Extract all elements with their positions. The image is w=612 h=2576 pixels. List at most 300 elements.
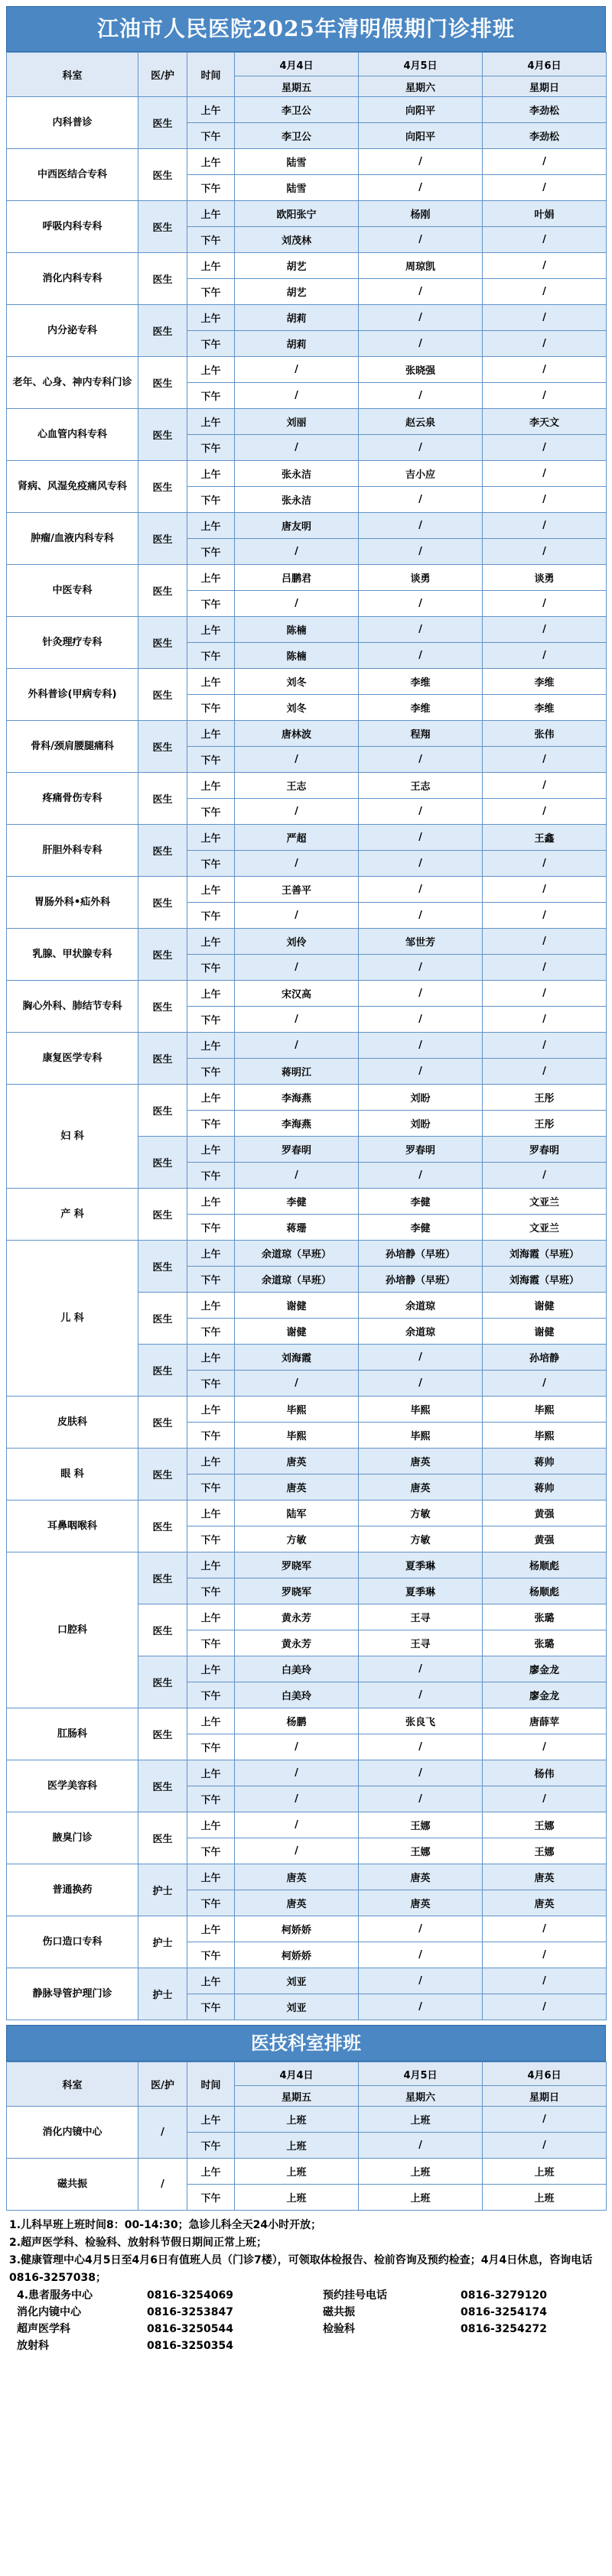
shift-cell-day2: 孙培静（早班） xyxy=(359,1267,483,1293)
role-cell: 医生 xyxy=(138,669,187,721)
shift-cell-day2: 邹世芳 xyxy=(359,929,483,955)
header-dept: 科室 xyxy=(7,2062,138,2107)
shift-cell-day3: / xyxy=(483,175,607,201)
shift-cell-day1: / xyxy=(235,1163,359,1189)
shift-cell-day3: 王鑫 xyxy=(483,825,607,851)
shift-cell-day1: 宋汉高 xyxy=(235,981,359,1007)
shift-cell-day1: 谢健 xyxy=(235,1319,359,1345)
schedule-row xyxy=(7,461,607,487)
time-cell: 下午 xyxy=(187,643,235,669)
note-2: 2.超声医学科、检验科、放射科节假日期间正常上班； xyxy=(9,2237,268,2249)
time-cell: 上午 xyxy=(187,1656,235,1682)
time-cell: 上午 xyxy=(187,1033,235,1059)
time-cell: 下午 xyxy=(187,1942,235,1968)
schedule-row xyxy=(7,877,607,903)
shift-cell-day3: 李劲松 xyxy=(483,97,607,123)
shift-cell-day2: / xyxy=(359,1033,483,1059)
shift-cell-day1: 上班 xyxy=(235,2159,359,2185)
shift-cell-day3: 孙培静 xyxy=(483,1345,607,1371)
shift-cell-day1: 柯娇娇 xyxy=(235,1916,359,1942)
shift-cell-day2: 张良飞 xyxy=(359,1708,483,1734)
schedule-row xyxy=(7,2107,607,2133)
shift-cell-day2: / xyxy=(359,1942,483,1968)
shift-cell-day3: 唐薛苹 xyxy=(483,1708,607,1734)
shift-cell-day1: 上班 xyxy=(235,2185,359,2211)
shift-cell-day3: / xyxy=(483,1371,607,1397)
shift-cell-day1: 陆军 xyxy=(235,1501,359,1526)
shift-cell-day1: / xyxy=(235,1760,359,1786)
shift-cell-day3: / xyxy=(483,1033,607,1059)
shift-cell-day1: 蒋珊 xyxy=(235,1215,359,1241)
shift-cell-day1: 刘茂林 xyxy=(235,227,359,253)
time-cell: 上午 xyxy=(187,825,235,851)
shift-cell-day1: 严超 xyxy=(235,825,359,851)
time-cell: 上午 xyxy=(187,1345,235,1371)
time-cell: 下午 xyxy=(187,175,235,201)
shift-cell-day2: / xyxy=(359,617,483,643)
dept-name: 口腔科 xyxy=(7,1552,138,1708)
shift-cell-day2: 李健 xyxy=(359,1215,483,1241)
time-cell: 下午 xyxy=(187,1734,235,1760)
header-date-3: 4月6日 xyxy=(483,53,607,76)
time-cell: 上午 xyxy=(187,1916,235,1942)
role-cell: 医生 xyxy=(138,1604,187,1656)
schedule-row xyxy=(7,1241,607,1267)
dept-name: 医学美容科 xyxy=(7,1760,138,1812)
dept-name: 乳腺、甲状腺专科 xyxy=(7,929,138,981)
shift-cell-day1: 谢健 xyxy=(235,1293,359,1319)
shift-cell-day2: 方敏 xyxy=(359,1501,483,1526)
time-cell: 上午 xyxy=(187,1968,235,1994)
shift-cell-day3: 张璐 xyxy=(483,1604,607,1630)
shift-cell-day3: / xyxy=(483,1968,607,1994)
shift-cell-day1: / xyxy=(235,539,359,565)
time-cell: 下午 xyxy=(187,1007,235,1033)
shift-cell-day1: / xyxy=(235,1786,359,1812)
shift-cell-day2: / xyxy=(359,1760,483,1786)
shift-cell-day1: 唐友明 xyxy=(235,513,359,539)
shift-cell-day3: 王娜 xyxy=(483,1812,607,1838)
header-time: 时间 xyxy=(187,53,235,97)
dept-name: 静脉导管护理门诊 xyxy=(7,1968,138,2020)
shift-cell-day1: / xyxy=(235,799,359,825)
shift-cell-day1: 陈楠 xyxy=(235,617,359,643)
shift-cell-day2: / xyxy=(359,1734,483,1760)
shift-cell-day1: / xyxy=(235,903,359,929)
shift-cell-day3: 黄强 xyxy=(483,1526,607,1552)
shift-cell-day1: / xyxy=(235,1838,359,1864)
time-cell: 上午 xyxy=(187,1864,235,1890)
shift-cell-day1: 刘丽 xyxy=(235,409,359,435)
shift-cell-day3: 谈勇 xyxy=(483,565,607,591)
shift-cell-day2: 唐英 xyxy=(359,1890,483,1916)
shift-cell-day2: 上班 xyxy=(359,2185,483,2211)
shift-cell-day2: 毕熙 xyxy=(359,1397,483,1423)
shift-cell-day1: 白美玲 xyxy=(235,1682,359,1708)
role-cell: 医生 xyxy=(138,929,187,981)
shift-cell-day3: 谢健 xyxy=(483,1293,607,1319)
shift-cell-day3: 罗春明 xyxy=(483,1137,607,1163)
shift-cell-day3: / xyxy=(483,383,607,409)
role-cell: 医生 xyxy=(138,1189,187,1241)
shift-cell-day2: / xyxy=(359,305,483,331)
time-cell: 上午 xyxy=(187,721,235,747)
contact-phone2-3: 0816-3254272 xyxy=(461,2323,547,2335)
role-cell: / xyxy=(138,2107,187,2159)
time-cell: 上午 xyxy=(187,1449,235,1475)
shift-cell-day2: 向阳平 xyxy=(359,97,483,123)
shift-cell-day3: / xyxy=(483,747,607,773)
header-date-3: 4月6日 xyxy=(483,2062,607,2086)
time-cell: 下午 xyxy=(187,1319,235,1345)
schedule-row xyxy=(7,97,607,123)
shift-cell-day2: / xyxy=(359,1007,483,1033)
dept-name: 耳鼻咽喉科 xyxy=(7,1501,138,1552)
shift-cell-day3: 刘海霞（早班） xyxy=(483,1267,607,1293)
shift-cell-day2: / xyxy=(359,1786,483,1812)
dept-name: 普通换药 xyxy=(7,1864,138,1916)
page xyxy=(6,0,606,2354)
shift-cell-day1: / xyxy=(235,435,359,461)
time-cell: 上午 xyxy=(187,1189,235,1215)
shift-cell-day3: / xyxy=(483,149,607,175)
role-cell: 医生 xyxy=(138,305,187,357)
note-3: 3.健康管理中心4月5日至4月6日有值班人员（门诊7楼），可领取体检报告、检前咨询及预约检查；4月4日休息，咨询电话0816-3257038； xyxy=(9,2254,593,2284)
header-weekday-3: 星期日 xyxy=(483,76,607,97)
tech-section-title: 医技科室排班 xyxy=(6,2025,606,2062)
schedule-row xyxy=(7,409,607,435)
role-cell: 医生 xyxy=(138,825,187,877)
shift-cell-day3: / xyxy=(483,877,607,903)
shift-cell-day2: 王寻 xyxy=(359,1630,483,1656)
shift-cell-day1: 陆雪 xyxy=(235,149,359,175)
shift-cell-day2: / xyxy=(359,2133,483,2159)
role-cell: 医生 xyxy=(138,1293,187,1345)
contact-name-3: 超声医学科 xyxy=(17,2323,70,2335)
shift-cell-day1: 刘海霞 xyxy=(235,1345,359,1371)
shift-cell-day3: 李天文 xyxy=(483,409,607,435)
dept-name: 疼痛骨伤专科 xyxy=(7,773,138,825)
role-cell: 医生 xyxy=(138,1656,187,1708)
role-cell: 医生 xyxy=(138,253,187,305)
shift-cell-day1: 罗晓军 xyxy=(235,1578,359,1604)
shift-cell-day3: / xyxy=(483,1007,607,1033)
shift-cell-day2: / xyxy=(359,799,483,825)
time-cell: 上午 xyxy=(187,669,235,695)
shift-cell-day2: 刘盼 xyxy=(359,1111,483,1137)
contact-phone2-4 xyxy=(461,2338,598,2354)
shift-cell-day2: 唐英 xyxy=(359,1475,483,1501)
shift-cell-day1: 方敏 xyxy=(235,1526,359,1552)
shift-cell-day2: 上班 xyxy=(359,2107,483,2133)
shift-cell-day2: 王志 xyxy=(359,773,483,799)
header-date-2: 4月5日 xyxy=(359,2062,483,2086)
role-cell: 医生 xyxy=(138,513,187,565)
shift-cell-day2: 孙培静（早班） xyxy=(359,1241,483,1267)
shift-cell-day1: 唐英 xyxy=(235,1449,359,1475)
shift-cell-day1: 张永洁 xyxy=(235,487,359,513)
shift-cell-day2: / xyxy=(359,1656,483,1682)
schedule-row xyxy=(7,1033,607,1059)
schedule-row xyxy=(7,201,607,227)
shift-cell-day3: 廖金龙 xyxy=(483,1656,607,1682)
contact-list xyxy=(6,2287,606,2354)
time-cell: 上午 xyxy=(187,1501,235,1526)
role-cell: 医生 xyxy=(138,773,187,825)
shift-cell-day2: / xyxy=(359,1059,483,1085)
time-cell: 下午 xyxy=(187,695,235,721)
shift-cell-day2: 王娜 xyxy=(359,1838,483,1864)
shift-cell-day1: 余道琼（早班） xyxy=(235,1241,359,1267)
header-date-1: 4月4日 xyxy=(235,53,359,76)
role-cell: 医生 xyxy=(138,1345,187,1397)
shift-cell-day1: 李海燕 xyxy=(235,1111,359,1137)
time-cell: 下午 xyxy=(187,1267,235,1293)
dept-name: 消化内镜中心 xyxy=(7,2107,138,2159)
schedule-row xyxy=(7,1916,607,1942)
role-cell: 护士 xyxy=(138,1968,187,2020)
time-cell: 下午 xyxy=(187,2133,235,2159)
schedule-row xyxy=(7,1501,607,1526)
shift-cell-day3: 蒋帅 xyxy=(483,1475,607,1501)
dept-name: 妇 科 xyxy=(7,1085,138,1189)
role-cell: 医生 xyxy=(138,617,187,669)
shift-cell-day1: 李海燕 xyxy=(235,1085,359,1111)
shift-cell-day3: / xyxy=(483,591,607,617)
shift-cell-day1: 张永洁 xyxy=(235,461,359,487)
time-cell: 上午 xyxy=(187,461,235,487)
shift-cell-day2: 周琼凯 xyxy=(359,253,483,279)
shift-cell-day3: / xyxy=(483,1734,607,1760)
shift-cell-day2: 赵云泉 xyxy=(359,409,483,435)
shift-cell-day2: 方敏 xyxy=(359,1526,483,1552)
shift-cell-day3: 蒋帅 xyxy=(483,1449,607,1475)
header-weekday-2: 星期六 xyxy=(359,2086,483,2107)
shift-cell-day3: 杨顺彪 xyxy=(483,1578,607,1604)
shift-cell-day3: 张伟 xyxy=(483,721,607,747)
shift-cell-day2: / xyxy=(359,1916,483,1942)
shift-cell-day3: 王彤 xyxy=(483,1111,607,1137)
time-cell: 下午 xyxy=(187,487,235,513)
time-cell: 下午 xyxy=(187,1682,235,1708)
contact-name2-3: 检验科 xyxy=(323,2323,355,2335)
shift-cell-day2: / xyxy=(359,1163,483,1189)
schedule-row xyxy=(7,565,607,591)
dept-name: 呼吸内科专科 xyxy=(7,201,138,253)
time-cell: 下午 xyxy=(187,435,235,461)
shift-cell-day2: / xyxy=(359,539,483,565)
shift-cell-day2: 毕熙 xyxy=(359,1423,483,1449)
header-weekday-1: 星期五 xyxy=(235,2086,359,2107)
page-title: 江油市人民医院2025年清明假期门诊排班 xyxy=(6,6,606,52)
role-cell: 医生 xyxy=(138,565,187,617)
shift-cell-day1: 上班 xyxy=(235,2133,359,2159)
dept-name: 儿 科 xyxy=(7,1241,138,1397)
schedule-row xyxy=(7,305,607,331)
contact-phone2-1: 0816-3279120 xyxy=(461,2289,547,2302)
shift-cell-day2: / xyxy=(359,981,483,1007)
time-cell: 上午 xyxy=(187,97,235,123)
schedule-row xyxy=(7,149,607,175)
shift-cell-day3: / xyxy=(483,1059,607,1085)
shift-cell-day3: / xyxy=(483,929,607,955)
shift-cell-day1: 欧阳张宁 xyxy=(235,201,359,227)
dept-name: 皮肤科 xyxy=(7,1397,138,1449)
dept-name: 肛肠科 xyxy=(7,1708,138,1760)
time-cell: 下午 xyxy=(187,1630,235,1656)
dept-name: 老年、心身、神内专科门诊 xyxy=(7,357,138,409)
header-weekday-2: 星期六 xyxy=(359,76,483,97)
shift-cell-day1: 蒋明江 xyxy=(235,1059,359,1085)
role-cell: 护士 xyxy=(138,1916,187,1968)
shift-cell-day2: / xyxy=(359,279,483,305)
role-cell: 医生 xyxy=(138,1552,187,1604)
time-cell: 下午 xyxy=(187,1838,235,1864)
schedule-row xyxy=(7,721,607,747)
dept-name: 肿瘤/血液内科专科 xyxy=(7,513,138,565)
shift-cell-day1: 柯娇娇 xyxy=(235,1942,359,1968)
dept-name: 产 科 xyxy=(7,1189,138,1241)
shift-cell-day3: 李劲松 xyxy=(483,123,607,149)
shift-cell-day2: / xyxy=(359,149,483,175)
role-cell: 医生 xyxy=(138,1449,187,1501)
contact-name-2: 消化内镜中心 xyxy=(17,2306,81,2318)
dept-name: 心血管内科专科 xyxy=(7,409,138,461)
time-cell: 下午 xyxy=(187,903,235,929)
shift-cell-day1: / xyxy=(235,851,359,877)
shift-cell-day3: 毕熙 xyxy=(483,1397,607,1423)
time-cell: 上午 xyxy=(187,305,235,331)
shift-cell-day3: / xyxy=(483,955,607,981)
shift-cell-day2: 唐英 xyxy=(359,1449,483,1475)
shift-cell-day2: 张晓强 xyxy=(359,357,483,383)
shift-cell-day3: 上班 xyxy=(483,2185,607,2211)
shift-cell-day3: / xyxy=(483,1163,607,1189)
shift-cell-day3: 文亚兰 xyxy=(483,1189,607,1215)
shift-cell-day2: / xyxy=(359,591,483,617)
dept-name: 康复医学专科 xyxy=(7,1033,138,1085)
schedule-row xyxy=(7,1708,607,1734)
shift-cell-day3: / xyxy=(483,227,607,253)
shift-cell-day2: 夏季琳 xyxy=(359,1552,483,1578)
shift-cell-day1: 上班 xyxy=(235,2107,359,2133)
shift-cell-day1: / xyxy=(235,1033,359,1059)
shift-cell-day1: 杨鹏 xyxy=(235,1708,359,1734)
shift-cell-day2: 刘盼 xyxy=(359,1085,483,1111)
time-cell: 下午 xyxy=(187,1059,235,1085)
shift-cell-day1: 刘冬 xyxy=(235,669,359,695)
shift-cell-day1: 李卫公 xyxy=(235,123,359,149)
time-cell: 下午 xyxy=(187,227,235,253)
shift-cell-day3: / xyxy=(483,1994,607,2020)
time-cell: 上午 xyxy=(187,877,235,903)
role-cell: 医生 xyxy=(138,1760,187,1812)
dept-name: 针灸理疗专科 xyxy=(7,617,138,669)
time-cell: 下午 xyxy=(187,851,235,877)
header-date-1: 4月4日 xyxy=(235,2062,359,2086)
header-dept: 科室 xyxy=(7,53,138,97)
shift-cell-day1: / xyxy=(235,1734,359,1760)
role-cell: 医生 xyxy=(138,1137,187,1189)
time-cell: 上午 xyxy=(187,253,235,279)
time-cell: 下午 xyxy=(187,1423,235,1449)
shift-cell-day2: / xyxy=(359,643,483,669)
dept-name: 肾病、风湿免疫痛风专科 xyxy=(7,461,138,513)
schedule-row xyxy=(7,1085,607,1111)
shift-cell-day3: 文亚兰 xyxy=(483,1215,607,1241)
contact-phone-1: 0816-3254069 xyxy=(147,2289,233,2302)
time-cell: 上午 xyxy=(187,1604,235,1630)
dept-name: 伤口造口专科 xyxy=(7,1916,138,1968)
shift-cell-day1: 李健 xyxy=(235,1189,359,1215)
shift-cell-day3: / xyxy=(483,253,607,279)
time-cell: 上午 xyxy=(187,1708,235,1734)
shift-cell-day1: 黄永芳 xyxy=(235,1630,359,1656)
shift-cell-day3: / xyxy=(483,2133,607,2159)
time-cell: 上午 xyxy=(187,1137,235,1163)
dept-name: 消化内科专科 xyxy=(7,253,138,305)
shift-cell-day1: 王善平 xyxy=(235,877,359,903)
shift-cell-day2: / xyxy=(359,1345,483,1371)
time-cell: 下午 xyxy=(187,747,235,773)
dept-name: 眼 科 xyxy=(7,1449,138,1501)
schedule-row xyxy=(7,1552,607,1578)
time-cell: 下午 xyxy=(187,1786,235,1812)
shift-cell-day2: 余道琼 xyxy=(359,1293,483,1319)
role-cell: 医生 xyxy=(138,357,187,409)
shift-cell-day2: 李健 xyxy=(359,1189,483,1215)
schedule-row xyxy=(7,669,607,695)
role-cell: 医生 xyxy=(138,721,187,773)
shift-cell-day3: 张璐 xyxy=(483,1630,607,1656)
time-cell: 下午 xyxy=(187,1215,235,1241)
shift-cell-day1: / xyxy=(235,591,359,617)
role-cell: 医生 xyxy=(138,1708,187,1760)
time-cell: 下午 xyxy=(187,279,235,305)
shift-cell-day2: / xyxy=(359,955,483,981)
time-cell: 下午 xyxy=(187,1111,235,1137)
contact-name2-4 xyxy=(323,2338,461,2354)
shift-cell-day1: / xyxy=(235,747,359,773)
shift-cell-day2: 夏季琳 xyxy=(359,1578,483,1604)
role-cell: 医生 xyxy=(138,1812,187,1864)
dept-name: 中医专科 xyxy=(7,565,138,617)
shift-cell-day3: / xyxy=(483,539,607,565)
schedule-row xyxy=(7,253,607,279)
time-cell: 下午 xyxy=(187,1475,235,1501)
schedule-row xyxy=(7,2159,607,2185)
shift-cell-day2: 杨刚 xyxy=(359,201,483,227)
shift-cell-day3: 叶娟 xyxy=(483,201,607,227)
schedule-row xyxy=(7,513,607,539)
shift-cell-day3: 李维 xyxy=(483,669,607,695)
time-cell: 上午 xyxy=(187,981,235,1007)
shift-cell-day1: 刘伶 xyxy=(235,929,359,955)
tech-schedule-table xyxy=(6,2062,607,2211)
shift-cell-day1: 王志 xyxy=(235,773,359,799)
shift-cell-day3: / xyxy=(483,851,607,877)
shift-cell-day1: 胡莉 xyxy=(235,305,359,331)
shift-cell-day1: / xyxy=(235,383,359,409)
shift-cell-day2: 王寻 xyxy=(359,1604,483,1630)
dept-name: 骨科/颈肩腰腿痛科 xyxy=(7,721,138,773)
shift-cell-day3: / xyxy=(483,435,607,461)
role-cell: 医生 xyxy=(138,1033,187,1085)
time-cell: 上午 xyxy=(187,149,235,175)
dept-name: 胸心外科、肺结节专科 xyxy=(7,981,138,1033)
shift-cell-day1: 白美玲 xyxy=(235,1656,359,1682)
role-cell: 医生 xyxy=(138,1085,187,1137)
